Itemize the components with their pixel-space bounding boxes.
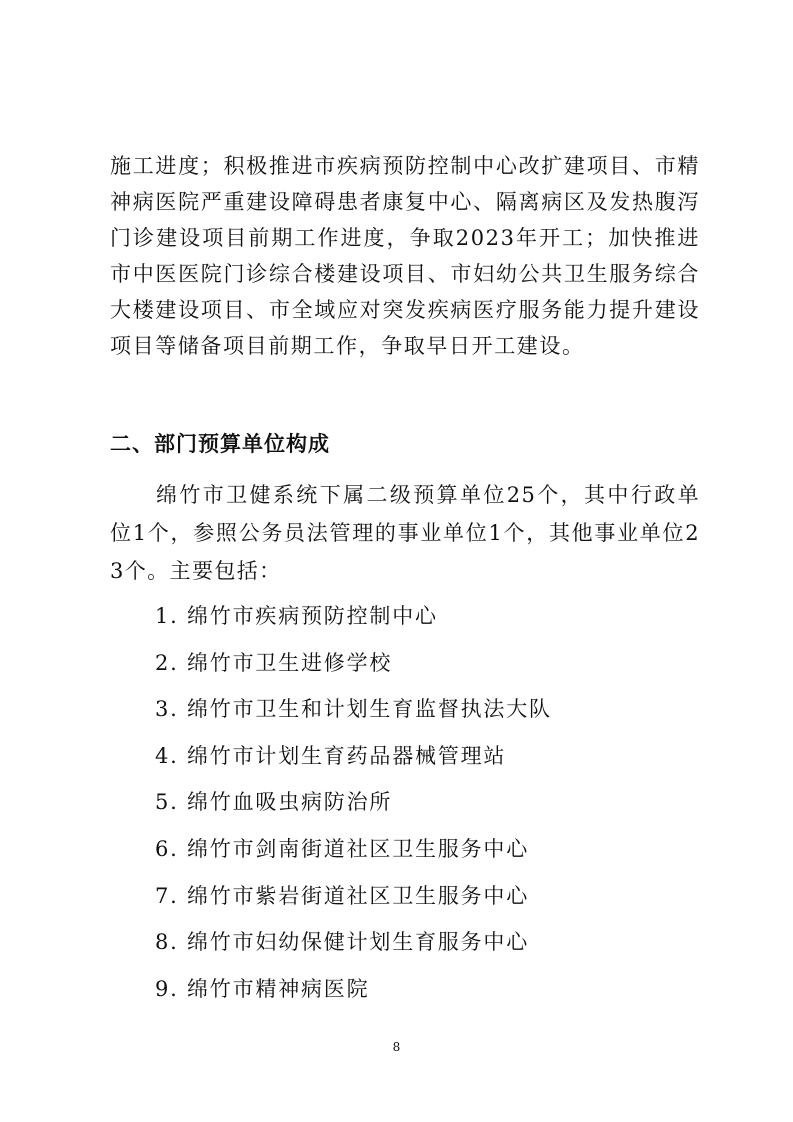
section-paragraph: 绵竹市卫健系统下属二级预算单位25个，其中行政单位1个，参照公务员法管理的事业单位1个，其他事业单位23个。主要包括：	[110, 483, 700, 583]
list-item	[155, 736, 552, 783]
list-item-number: 1.	[155, 604, 179, 628]
list-item-number: 4.	[155, 743, 179, 768]
list-item	[155, 829, 552, 876]
list-item	[155, 782, 552, 829]
list-item-text: 绵竹市疾病预防控制中心	[187, 604, 438, 628]
list-item-text: 绵竹市妇幼保健计划生育服务中心	[187, 930, 529, 955]
list-item-text: 绵竹市卫生进修学校	[187, 650, 393, 675]
list-item-text: 绵竹血吸虫病防治所	[187, 790, 393, 815]
list-item-text: 绵竹市卫生和计划生育监督执法大队	[187, 697, 552, 722]
list-item-number: 3.	[155, 697, 179, 722]
list-item	[155, 969, 552, 1016]
list-item-text: 绵竹市精神病医院	[187, 976, 370, 1001]
body-paragraph-continuation: 施工进度；积极推进市疾病预防控制中心改扩建项目、市精神病医院严重建设障碍患者康复中心、隔离病区及发热腹泻门诊建设项目前期工作进度，争取2023年开工；加快推进市中医医院门诊综合楼建设项目、市妇幼公共卫生服务综合大楼建设项目、市全域应对突发疾病医疗服务能力提升建设项目等储备项目前期工作，争取早日开工建设。	[110, 154, 700, 358]
list-item-number: 6.	[155, 836, 179, 861]
list-item-text: 绵竹市剑南街道社区卫生服务中心	[187, 836, 529, 861]
list-item	[155, 643, 552, 690]
page-number: 8	[392, 1040, 401, 1054]
list-item	[155, 596, 552, 643]
list-item-number: 8.	[155, 930, 179, 955]
list-item	[155, 922, 552, 969]
list-item-text: 绵竹市紫岩街道社区卫生服务中心	[187, 883, 529, 908]
list-item-number: 5.	[155, 790, 179, 815]
list-item	[155, 689, 552, 736]
list-item-text: 绵竹市计划生育药品器械管理站	[187, 743, 507, 768]
list-item-number: 2.	[155, 650, 179, 675]
list-item	[155, 876, 552, 923]
list-item-number: 7.	[155, 883, 179, 908]
section-heading: 二、部门预算单位构成	[110, 432, 330, 456]
unit-list	[155, 596, 552, 1015]
list-item-number: 9.	[155, 976, 179, 1001]
